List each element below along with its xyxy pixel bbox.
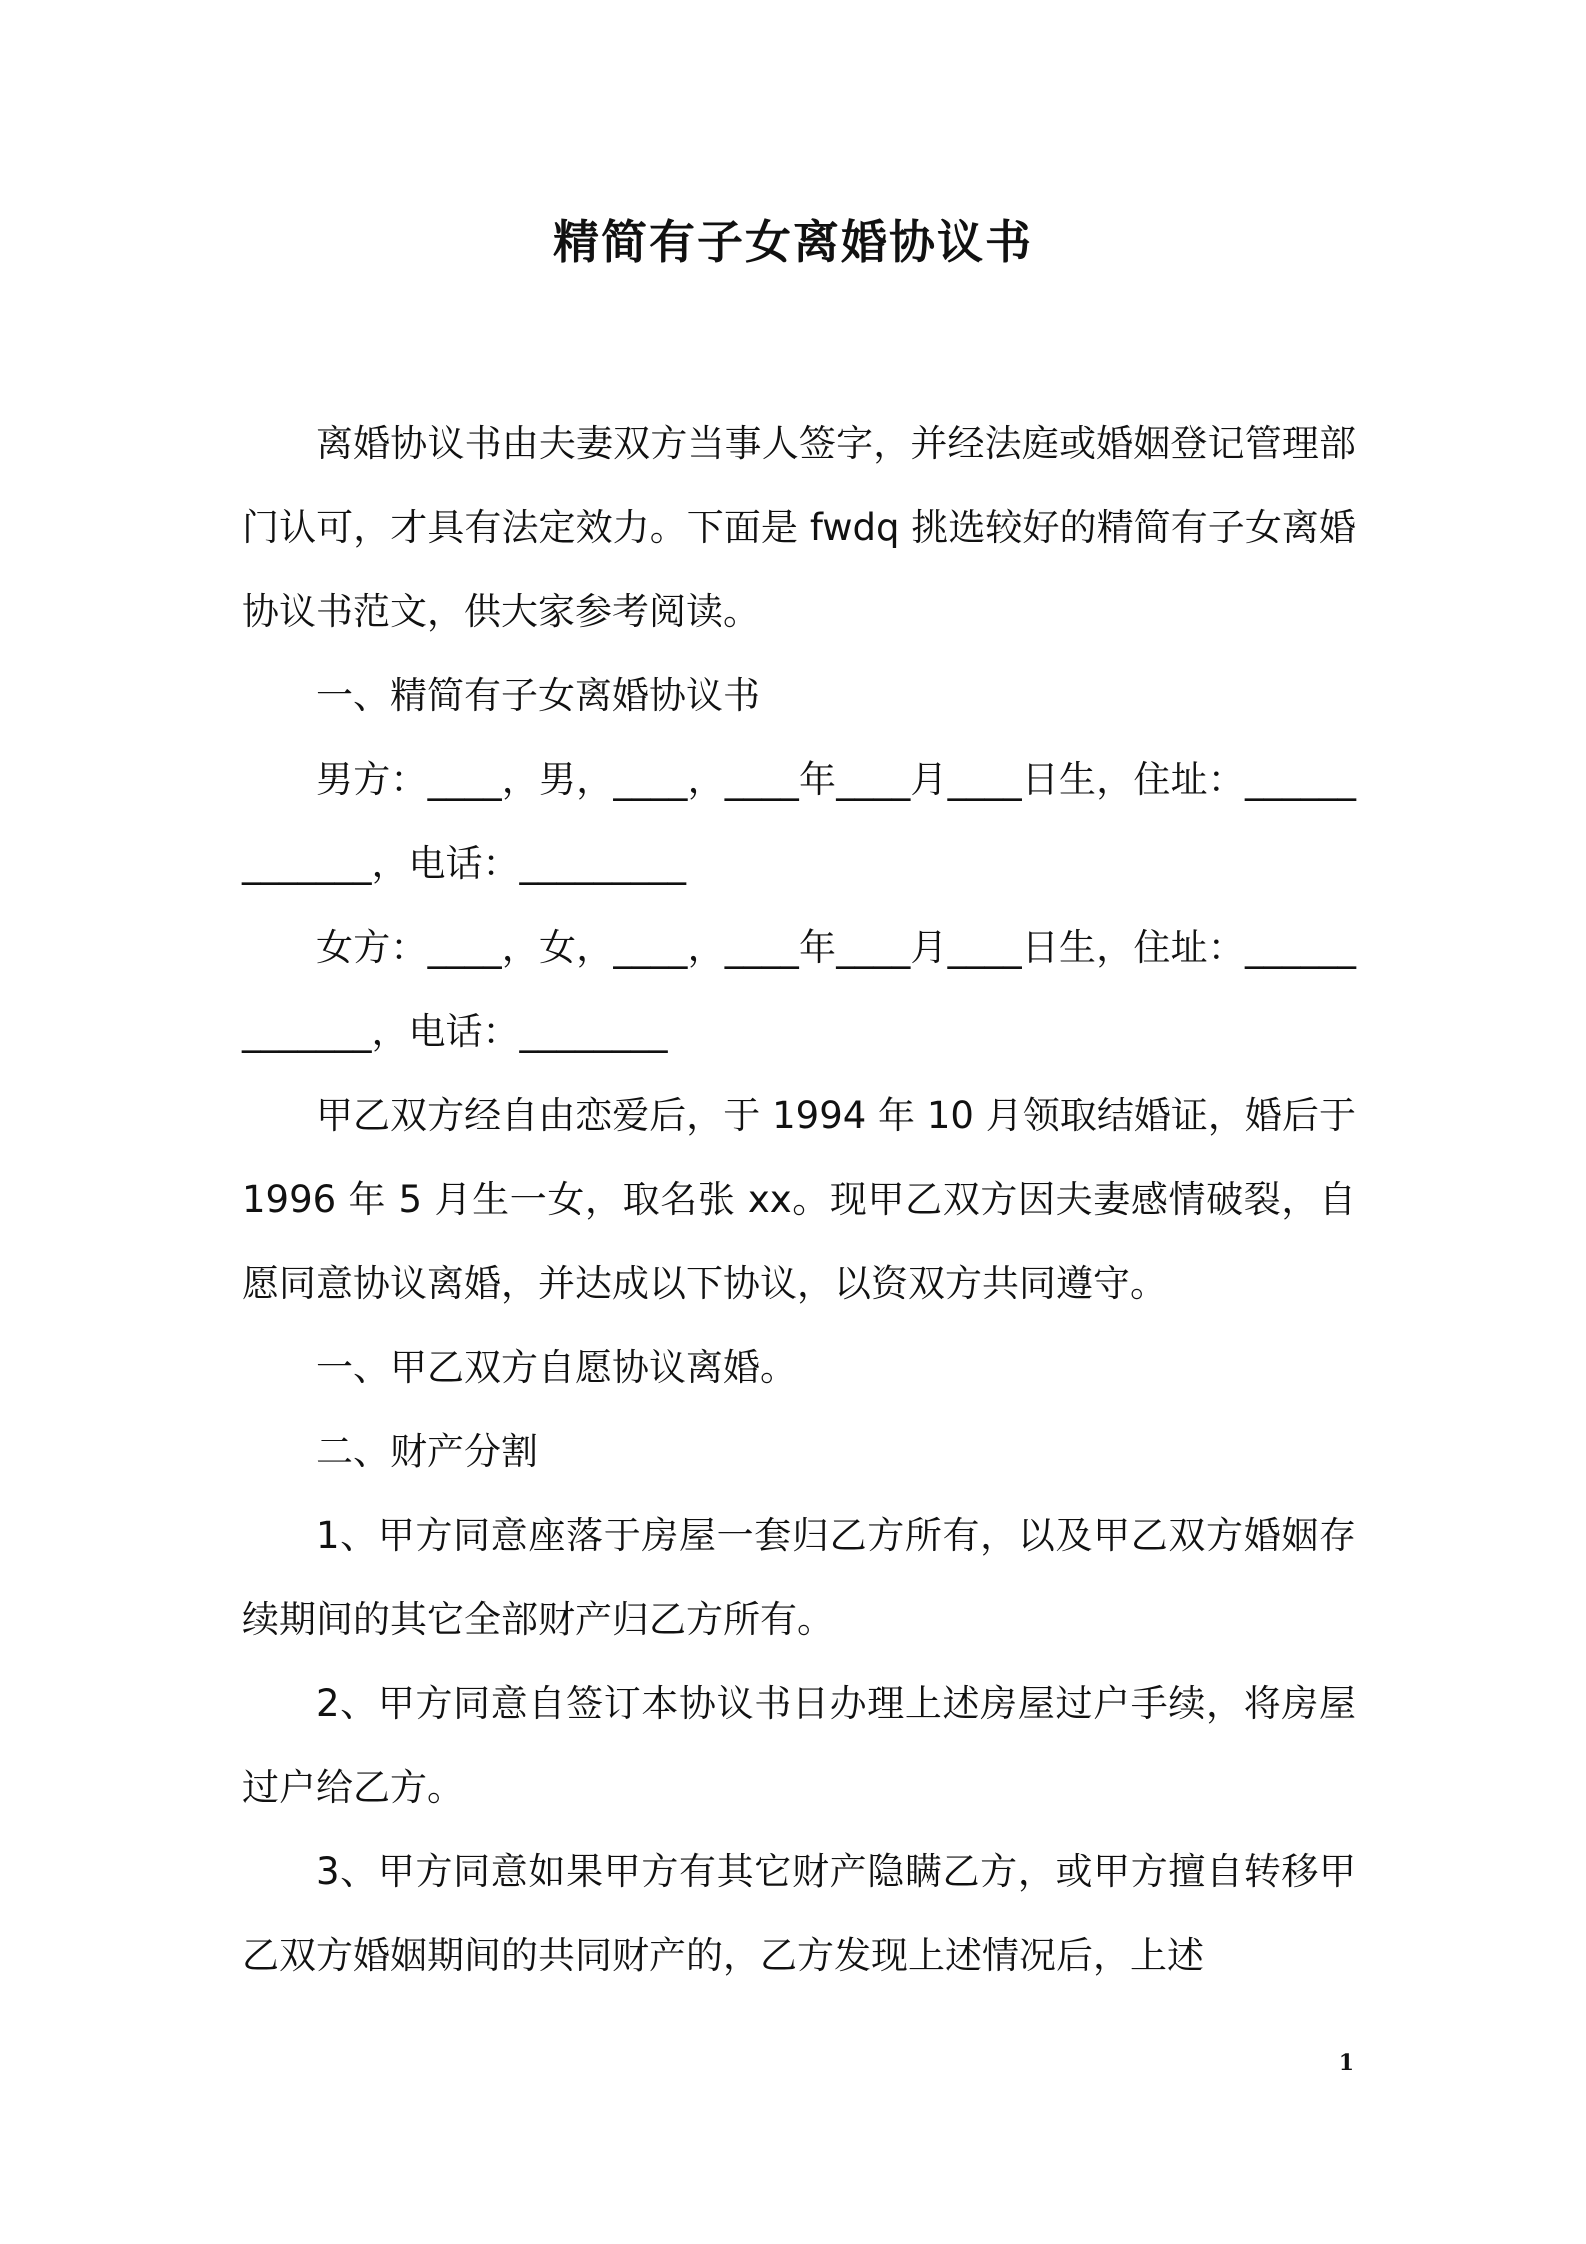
clause-divorce-agreement: 一、甲乙双方自愿协议离婚。: [316, 1346, 797, 1389]
document-title: 精简有子女离婚协议书: [553, 215, 1033, 269]
document-body: [242, 402, 1356, 1998]
page-number: 1: [1338, 2050, 1354, 2076]
clause-property-heading: 二、财产分割: [316, 1430, 538, 1473]
clause-property-item-2: 2、甲方同意自签订本协议书日办理上述房屋过户手续，将房屋过户给乙方。: [242, 1682, 1356, 1809]
section-heading: 一、精简有子女离婚协议书: [316, 674, 760, 717]
marriage-background-paragraph: 甲乙双方经自由恋爱后，于 1994 年 10 月领取结婚证，婚后于 1996 年 5 月生一女，取名张 xx。现甲乙双方因夫妻感情破裂，自愿同意协议离婚，并达成以下协议，以资双方共同遵守。: [242, 1094, 1356, 1305]
intro-paragraph: 离婚协议书由夫妻双方当事人签字，并经法庭或婚姻登记管理部门认可，才具有法定效力。下面是 fwdq 挑选较好的精简有子女离婚协议书范文，供大家参考阅读。: [242, 422, 1356, 633]
female-party-paragraph: 女方：____，女，____，____年____月____日生，住址：_____________，电话：________: [242, 926, 1356, 1053]
male-party-paragraph: 男方：____，男，____，____年____月____日生，住址：_____________，电话：_________: [242, 758, 1356, 885]
clause-property-item-1: 1、甲方同意座落于房屋一套归乙方所有，以及甲乙双方婚姻存续期间的其它全部财产归乙方所有。: [242, 1514, 1356, 1641]
clause-property-item-3: 3、甲方同意如果甲方有其它财产隐瞒乙方，或甲方擅自转移甲乙双方婚姻期间的共同财产的，乙方发现上述情况后，上述: [242, 1850, 1356, 1977]
